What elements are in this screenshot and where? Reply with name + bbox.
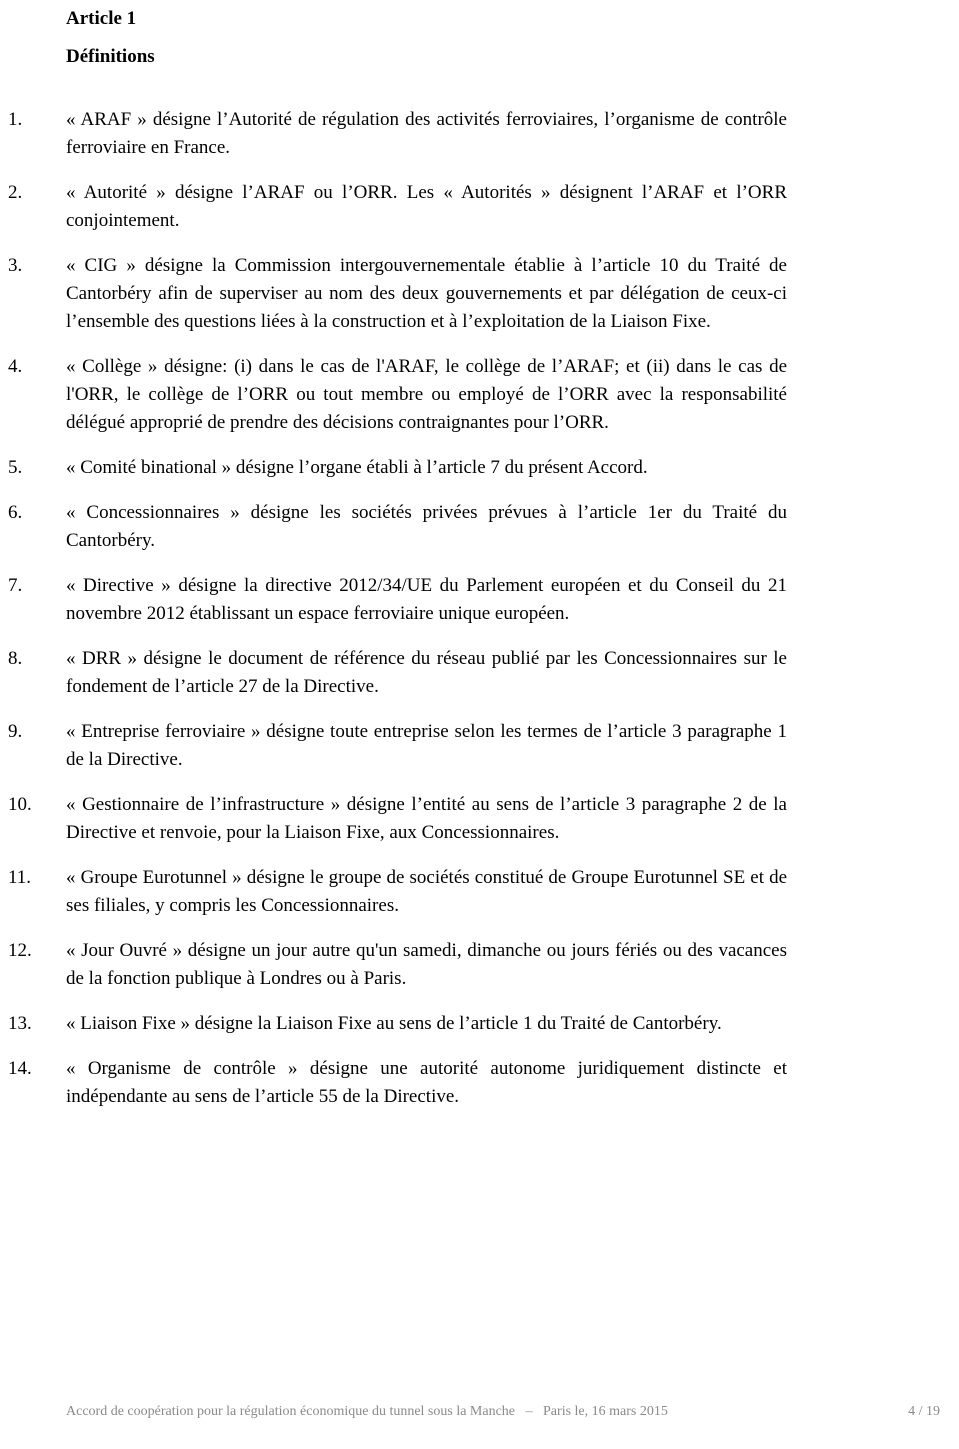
item-number: 11. [8,867,32,888]
definition-item [0,499,787,555]
item-text: « Entreprise ferroviaire » désigne toute entreprise selon les termes de l’article 3 paragraphe 1 de la Directive. [66,721,787,770]
item-number: 3. [8,255,23,276]
item-text: « Gestionnaire de l’infrastructure » désigne l’entité au sens de l’article 3 paragraphe 2 de la Directive et renvoie, pour la Liaison Fixe, aux Concessionnaires. [66,794,787,843]
item-number: 6. [8,502,23,523]
definition-item [0,179,787,235]
item-number: 1. [8,109,23,130]
item-text: « ARAF » désigne l’Autorité de régulation des activités ferroviaires, l’organisme de contrôle ferroviaire en France. [66,109,787,158]
definition-item [0,645,787,701]
item-text: « Jour Ouvré » désigne un jour autre qu'un samedi, dimanche ou jours fériés ou des vacances de la fonction publique à Londres ou à Paris. [66,940,787,989]
item-text: « Organisme de contrôle » désigne une autorité autonome juridiquement distincte et indépendante au sens de l’article 55 de la Directive. [66,1058,787,1107]
article-title: Définitions [66,46,155,67]
item-number: 8. [8,648,23,669]
item-text: « Comité binational » désigne l’organe établi à l’article 7 du présent Accord. [66,457,648,478]
definition-item [0,791,787,847]
item-text: « DRR » désigne le document de référence du réseau publié par les Concessionnaires sur le fondement de l’article 27 de la Directive. [66,648,787,697]
item-text: « Liaison Fixe » désigne la Liaison Fixe au sens de l’article 1 du Traité de Cantorbéry. [66,1013,722,1034]
page-footer [66,1404,940,1420]
item-number: 4. [8,356,23,377]
definition-item [0,1010,787,1038]
definition-item [0,252,787,336]
item-text: « Concessionnaires » désigne les sociétés privées prévues à l’article 1er du Traité du Cantorbéry. [66,502,787,551]
item-number: 14. [8,1058,32,1079]
item-number: 12. [8,940,32,961]
definition-item [0,718,787,774]
item-number: 5. [8,457,23,478]
item-text: « Autorité » désigne l’ARAF ou l’ORR. Les « Autorités » désignent l’ARAF et l’ORR conjointement. [66,182,787,231]
definition-item [0,353,787,437]
item-number: 10. [8,794,32,815]
definition-item [0,454,787,482]
page-number: 4 / 19 [908,1404,940,1419]
footer-text: Accord de coopération pour la régulation économique du tunnel sous la Manche – Paris le, 16 mars 2015 [66,1404,668,1419]
definition-item [0,106,787,162]
definition-item [0,937,787,993]
item-text: « Collège » désigne: (i) dans le cas de l'ARAF, le collège de l’ARAF; et (ii) dans le cas de l'ORR, le collège de l’ORR ou tout membre ou employé de l’ORR avec la responsabilité délégué approprié de prendre des décisions contraignantes pour l’ORR. [66,356,787,433]
item-number: 9. [8,721,23,742]
item-number: 13. [8,1013,32,1034]
item-number: 2. [8,182,23,203]
definition-item [0,572,787,628]
article-number: Article 1 [66,8,137,29]
item-text: « Directive » désigne la directive 2012/34/UE du Parlement européen et du Conseil du 21 novembre 2012 établissant un espace ferroviaire unique européen. [66,575,787,624]
definition-item [0,864,787,920]
item-text: « CIG » désigne la Commission intergouvernementale établie à l’article 10 du Traité de Cantorbéry afin de superviser au nom des deux gouvernements et par délégation de ceux-ci l’ensemble des questions liées à la construction et à l’exploitation de la Liaison Fixe. [66,255,787,332]
item-number: 7. [8,575,23,596]
item-text: « Groupe Eurotunnel » désigne le groupe de sociétés constitué de Groupe Eurotunnel SE et de ses filiales, y compris les Concessionnaires. [66,867,787,916]
definition-item [0,1055,787,1111]
definitions-list [0,106,787,1128]
